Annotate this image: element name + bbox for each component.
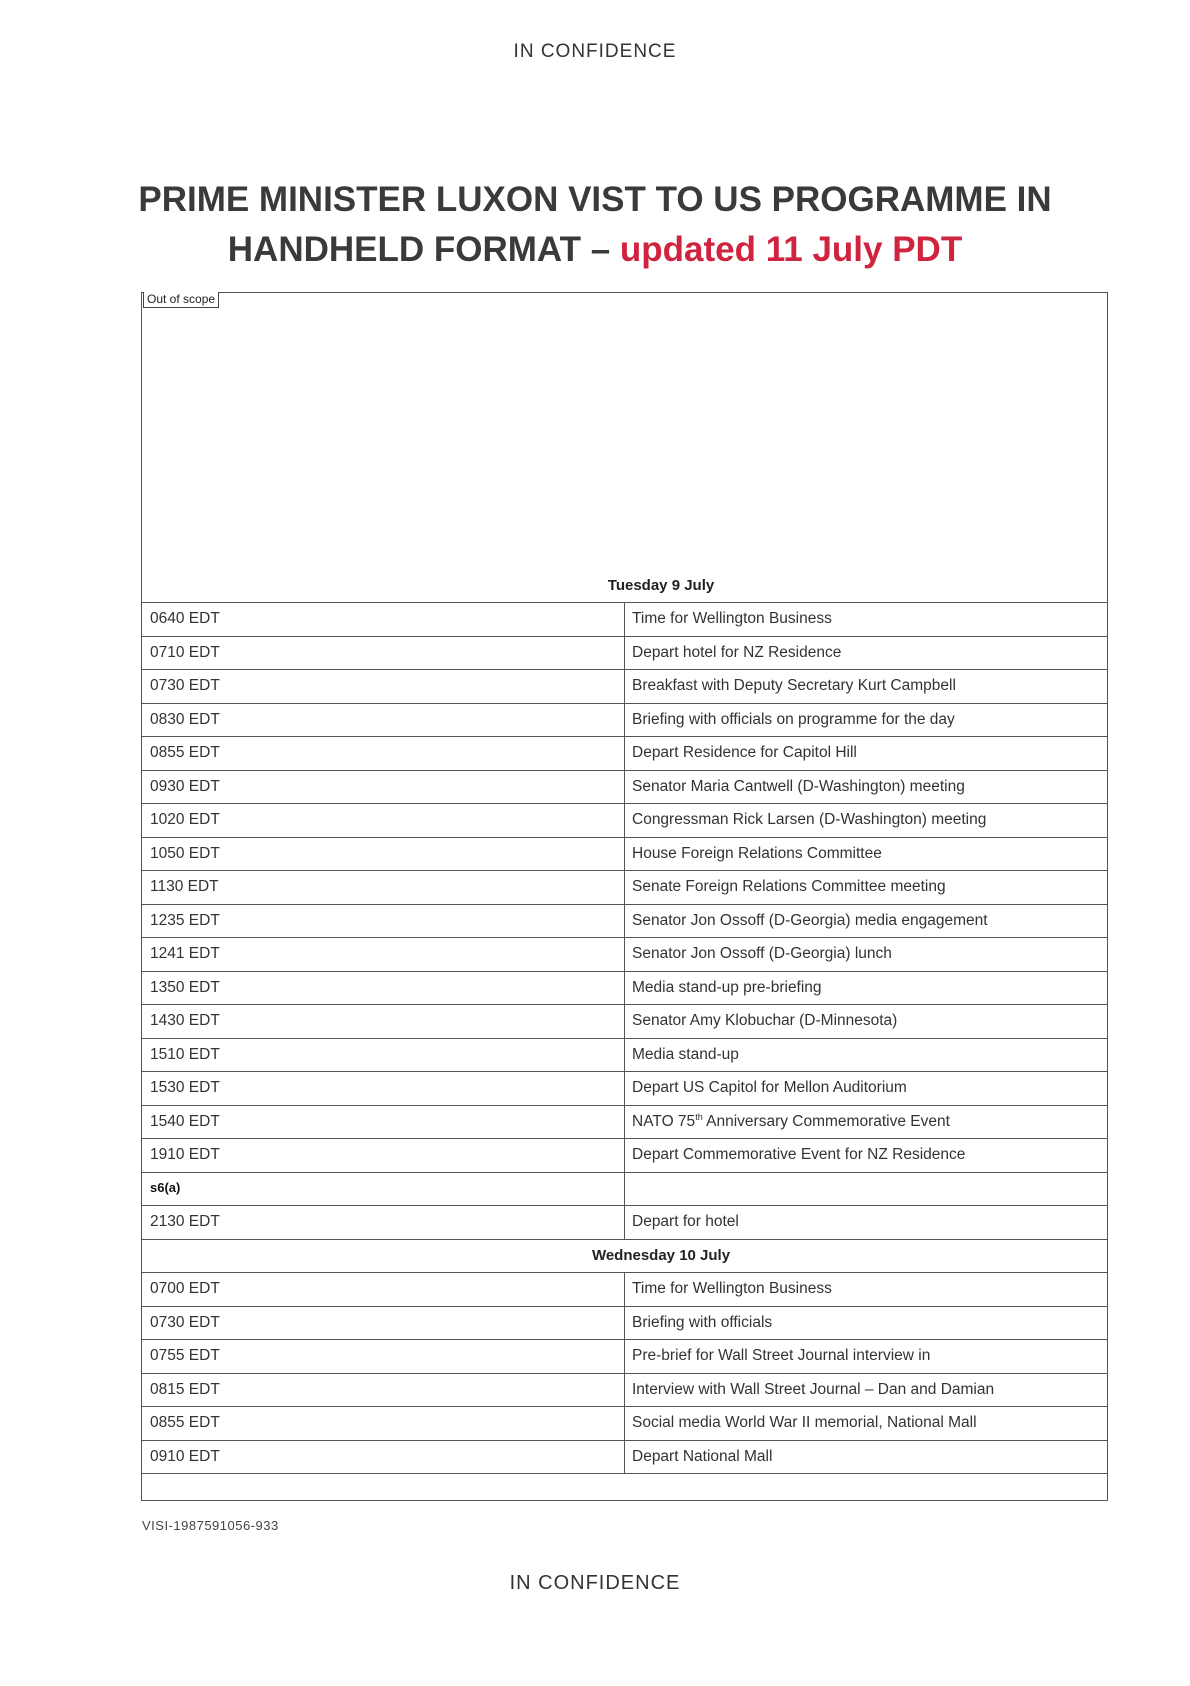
table-row (142, 804, 1108, 838)
event-cell: Senator Maria Cantwell (D-Washington) meeting (625, 770, 1108, 804)
table-row (142, 938, 1108, 972)
table-row (142, 1172, 1108, 1206)
table-row (142, 971, 1108, 1005)
table-row (142, 871, 1108, 905)
event-cell: Depart Commemorative Event for NZ Residence (625, 1139, 1108, 1173)
time-cell: 1235 EDT (142, 904, 625, 938)
time-cell: 0730 EDT (142, 1306, 625, 1340)
time-cell: 0830 EDT (142, 703, 625, 737)
event-cell: Time for Wellington Business (625, 1273, 1108, 1307)
event-cell: Briefing with officials on programme for the day (625, 703, 1108, 737)
day-header: Tuesday 9 July (142, 569, 1108, 603)
day-header-row (142, 569, 1108, 603)
event-cell: Senator Amy Klobuchar (D-Minnesota) (625, 1005, 1108, 1039)
event-cell: Pre-brief for Wall Street Journal interview in (625, 1340, 1108, 1374)
table-row (142, 1005, 1108, 1039)
event-cell: Depart for hotel (625, 1206, 1108, 1240)
event-cell (625, 1105, 1108, 1139)
table-row (142, 1072, 1108, 1106)
table-row (142, 603, 1108, 637)
time-cell: 0855 EDT (142, 737, 625, 771)
table-row (142, 837, 1108, 871)
table-row (142, 703, 1108, 737)
event-cell: House Foreign Relations Committee (625, 837, 1108, 871)
table-row (142, 1273, 1108, 1307)
event-cell: Interview with Wall Street Journal – Dan and Damian (625, 1373, 1108, 1407)
time-cell: 1020 EDT (142, 804, 625, 838)
time-cell: 0910 EDT (142, 1440, 625, 1474)
time-cell: 2130 EDT (142, 1206, 625, 1240)
title-updated-note: updated 11 July PDT (619, 230, 963, 269)
event-cell: Depart US Capitol for Mellon Auditorium (625, 1072, 1108, 1106)
event-text: Anniversary Commemorative Event (702, 1113, 950, 1131)
security-marking-bottom: IN CONFIDENCE (509, 1572, 681, 1594)
table-row (142, 636, 1108, 670)
table-row (142, 1407, 1108, 1441)
title-main: PRIME MINISTER LUXON VIST TO US PROGRAMME IN HANDHELD FORMAT – (138, 180, 1052, 269)
event-cell: Social media World War II memorial, National Mall (625, 1407, 1108, 1441)
redaction-out-of-scope-label: Out of scope (143, 292, 219, 308)
event-cell: Congressman Rick Larsen (D-Washington) meeting (625, 804, 1108, 838)
event-cell: Briefing with officials (625, 1306, 1108, 1340)
event-text: NATO 75 (632, 1113, 696, 1131)
page-title (90, 175, 1100, 275)
table-row (142, 1306, 1108, 1340)
redacted-cell (625, 1172, 1108, 1206)
time-cell: 0710 EDT (142, 636, 625, 670)
event-cell: Media stand-up pre-briefing (625, 971, 1108, 1005)
time-cell: 1910 EDT (142, 1139, 625, 1173)
event-cell: Depart Residence for Capitol Hill (625, 737, 1108, 771)
time-cell: 1241 EDT (142, 938, 625, 972)
day-header-row (142, 1239, 1108, 1273)
day-header: Wednesday 10 July (142, 1239, 1108, 1273)
time-cell: 0930 EDT (142, 770, 625, 804)
time-cell: 1510 EDT (142, 1038, 625, 1072)
programme-table (141, 569, 1108, 1474)
table-row (142, 1139, 1108, 1173)
event-cell: Senator Jon Ossoff (D-Georgia) lunch (625, 938, 1108, 972)
table-row (142, 904, 1108, 938)
event-cell: Depart National Mall (625, 1440, 1108, 1474)
document-id: VISI-1987591056-933 (142, 1518, 279, 1533)
table-row (142, 1038, 1108, 1072)
time-cell: 0815 EDT (142, 1373, 625, 1407)
time-cell: 0700 EDT (142, 1273, 625, 1307)
event-cell: Time for Wellington Business (625, 603, 1108, 637)
time-cell: 1130 EDT (142, 871, 625, 905)
time-cell: 1350 EDT (142, 971, 625, 1005)
time-cell: 0730 EDT (142, 670, 625, 704)
event-cell: Depart hotel for NZ Residence (625, 636, 1108, 670)
time-cell: 0755 EDT (142, 1340, 625, 1374)
time-cell: 1540 EDT (142, 1105, 625, 1139)
table-row (142, 1440, 1108, 1474)
time-cell: 0855 EDT (142, 1407, 625, 1441)
table-row (142, 770, 1108, 804)
event-cell: Breakfast with Deputy Secretary Kurt Campbell (625, 670, 1108, 704)
time-cell: 1050 EDT (142, 837, 625, 871)
time-cell: 1530 EDT (142, 1072, 625, 1106)
table-row (142, 1206, 1108, 1240)
time-cell: 0640 EDT (142, 603, 625, 637)
time-cell: 1430 EDT (142, 1005, 625, 1039)
event-cell: Senate Foreign Relations Committee meeting (625, 871, 1108, 905)
table-row (142, 670, 1108, 704)
redaction-label: s6(a) (142, 1172, 625, 1206)
table-row (142, 737, 1108, 771)
table-row (142, 1105, 1108, 1139)
table-row (142, 1340, 1108, 1374)
table-row (142, 1373, 1108, 1407)
ordinal-suffix: th (695, 1112, 703, 1123)
security-marking-top: IN CONFIDENCE (513, 41, 677, 62)
event-cell: Senator Jon Ossoff (D-Georgia) media engagement (625, 904, 1108, 938)
event-cell: Media stand-up (625, 1038, 1108, 1072)
